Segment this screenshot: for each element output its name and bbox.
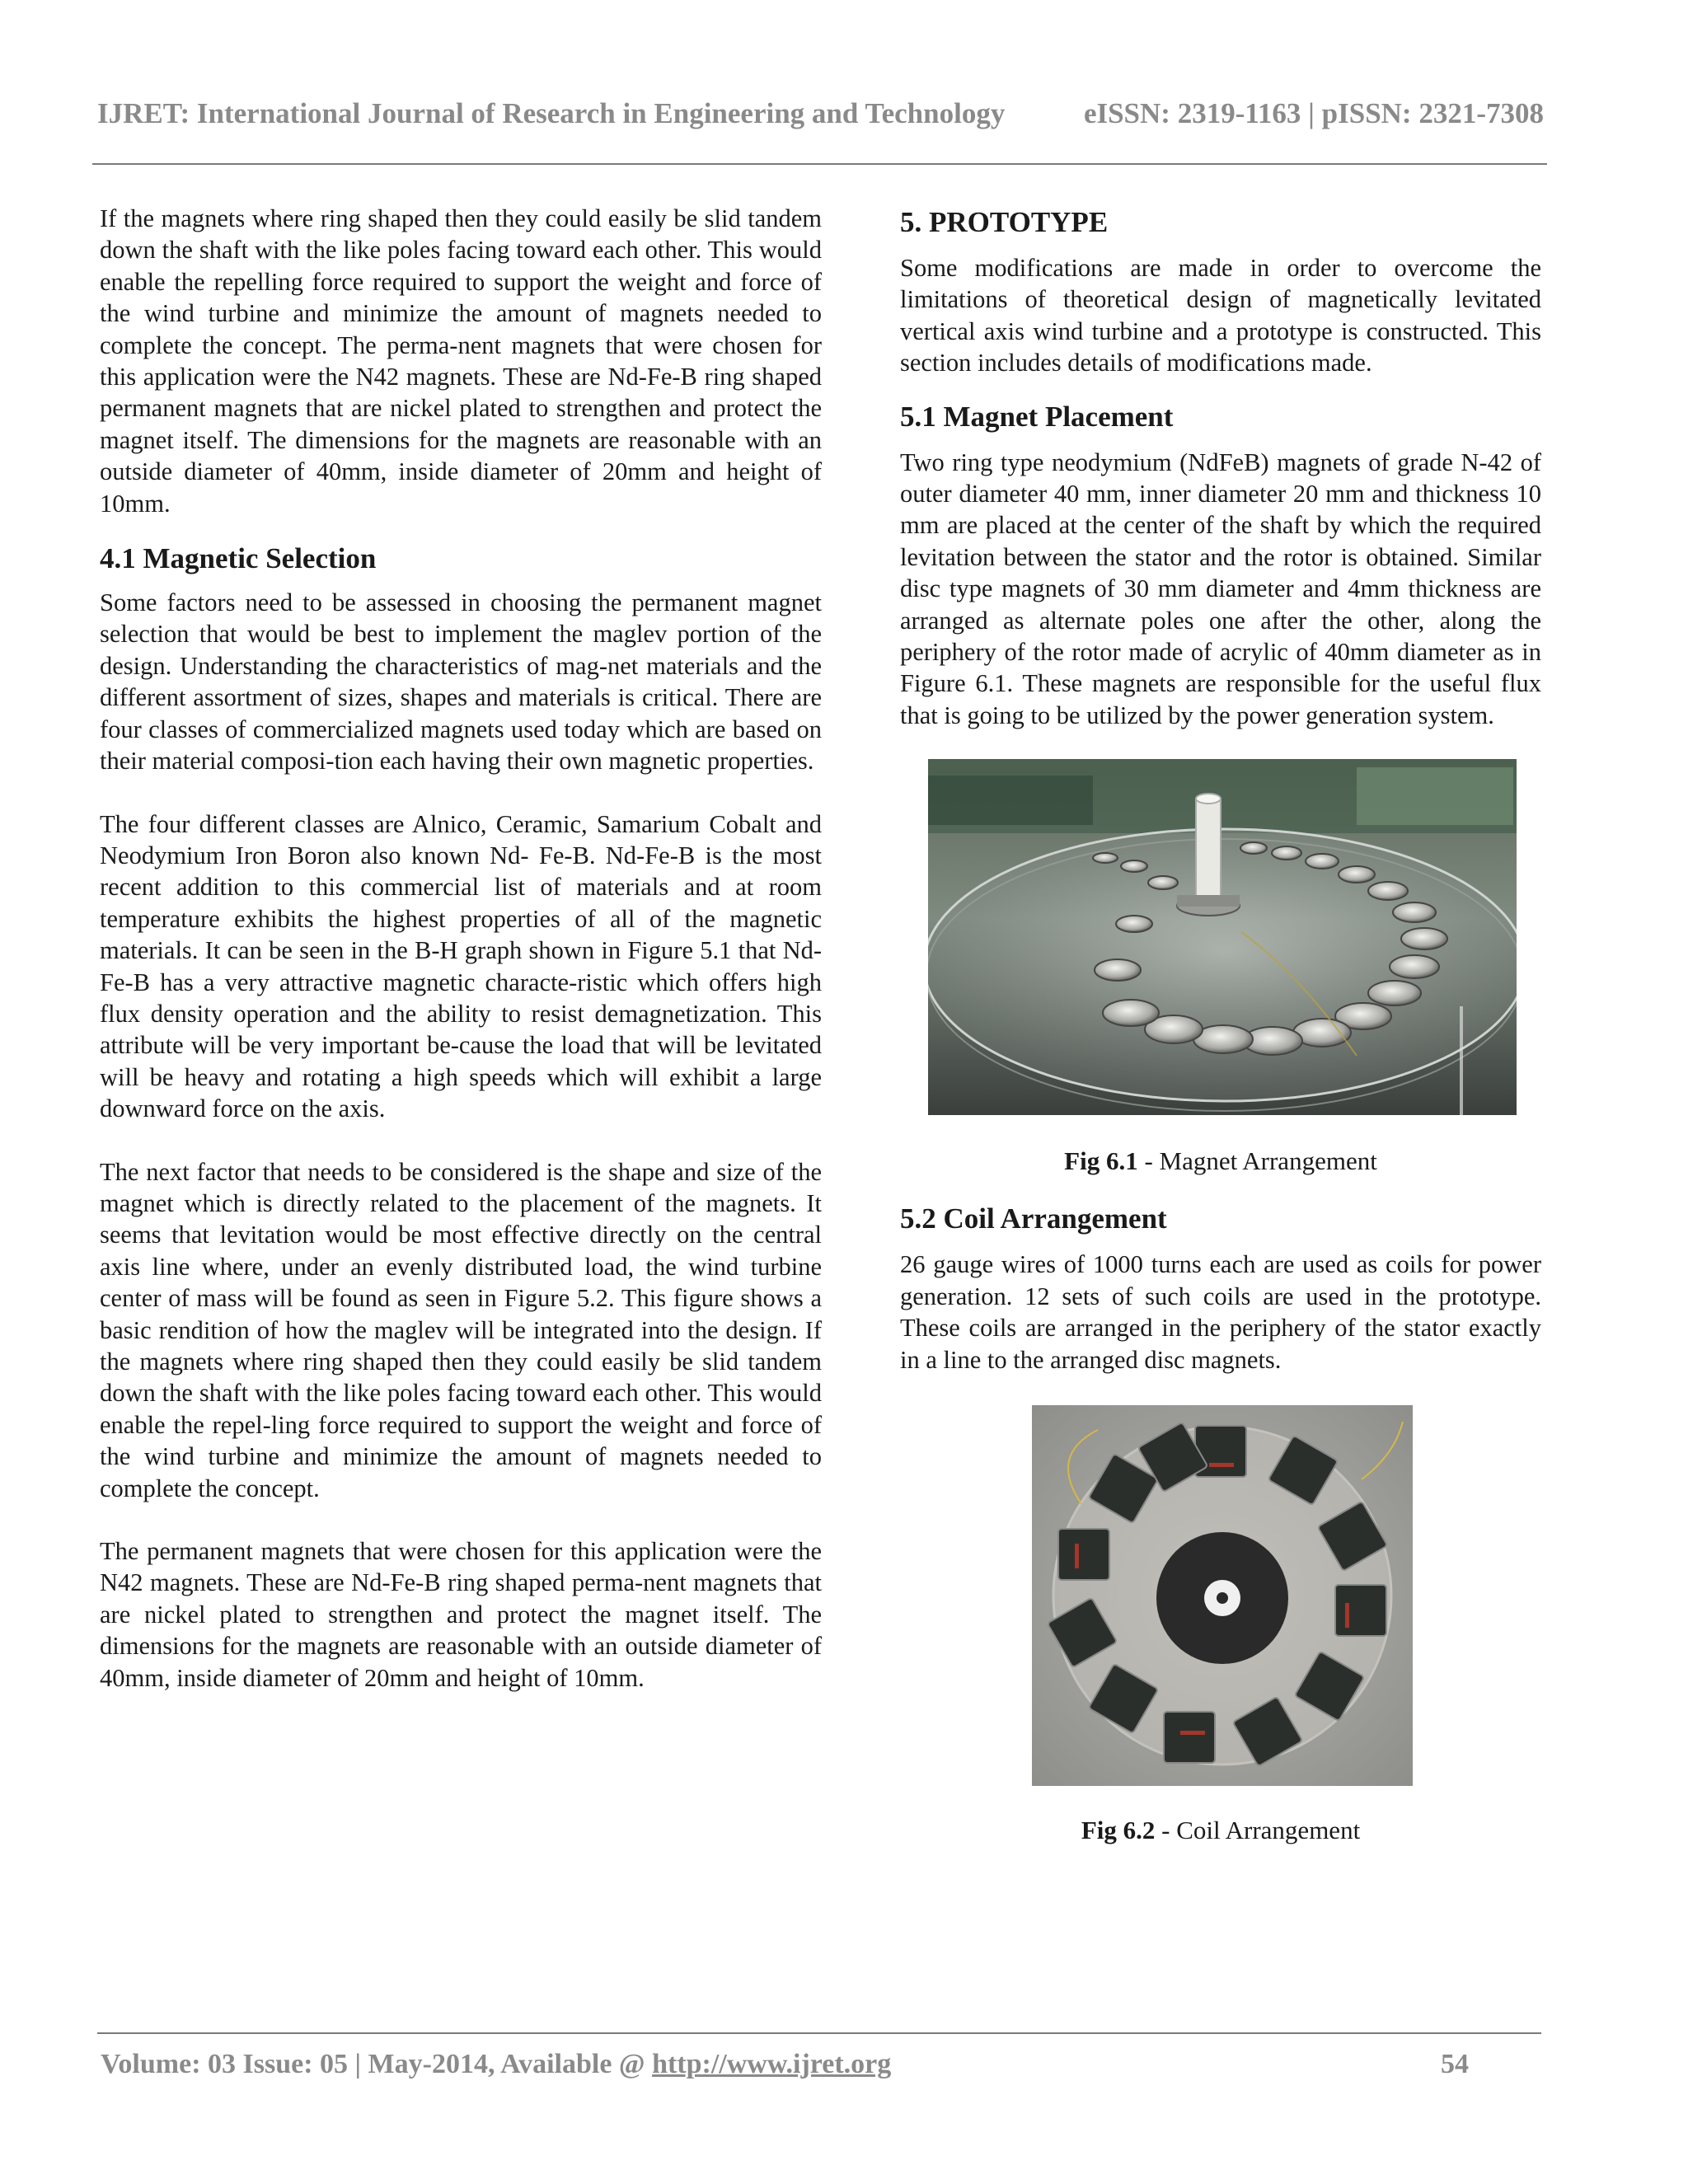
paragraph: Some factors need to be assessed in choosing the permanent magnet selection that would be best to implement the maglev portion of the design. Understanding the characteristics of mag-net materials and the different assortment of sizes, shapes and materials is critical. There are four classes of commercialized magnets used today which are based on their material composi-tion each having their own magnetic properties.: [100, 588, 822, 776]
left-column: [100, 203, 822, 1694]
caption-text: - Magnet Arrangement: [1137, 1146, 1377, 1176]
footer-rule: [97, 2032, 1541, 2034]
caption-label: Fig 6.2: [1081, 1815, 1156, 1844]
section-heading-5-1: 5.1 Magnet Placement: [900, 400, 1174, 433]
paragraph: The four different classes are Alnico, Ceramic, Samarium Cobalt and Neodymium Iron Boron also known Nd- Fe-B. Nd-Fe-B is the most recent addition to this commercial list of materials and at room temperature exhibits the highest properties of all of the magnetic materials. It can be seen in the B-H graph shown in Figure 5.1 that Nd-Fe-B has a very attractive magnetic characte-ristic which offers high flux density operation and the ability to resist demagnetization. This attribute will be very important be-cause the load that will be levitated will be heavy and rotating a high speeds which will exhibit a large downward force on the axis.: [100, 809, 822, 1123]
journal-url-link[interactable]: http://www.ijret.org: [652, 2049, 892, 2079]
volume-info: Volume: 03 Issue: 05 | May-2014, Available @: [101, 2049, 653, 2079]
issn: eISSN: 2319-1163 | pISSN: 2321-7308: [1083, 97, 1544, 129]
page-number: 54: [1441, 2049, 1469, 2079]
section-heading-4-1: 4.1 Magnetic Selection: [100, 542, 377, 575]
journal-title: IJRET: International Journal of Research in Engineering and Technology: [97, 97, 1006, 129]
magnet-arrangement-photo: [928, 759, 1517, 1115]
section-heading-5-2: 5.2 Coil Arrangement: [900, 1202, 1167, 1235]
footer-citation: [101, 2049, 891, 2080]
paragraph: 26 gauge wires of 1000 turns each are used as coils for power generation. 12 sets of such coils are used in the prototype. These coils are arranged in the periphery of the stator exactly in a line to the arranged disc magnets.: [900, 1250, 1541, 1374]
figure-caption-6-1: [900, 1145, 1541, 1178]
running-header: [97, 97, 1544, 130]
running-footer: [101, 2049, 1469, 2080]
section-heading-5: 5. PROTOTYPE: [900, 206, 1109, 238]
figure-caption-6-2: [900, 1814, 1541, 1847]
header-rule: [92, 163, 1547, 165]
paragraph: Two ring type neodymium (NdFeB) magnets of grade N-42 of outer diameter 40 mm, inner diameter 20 mm and thickness 10 mm are placed at the center of the shaft by which the required levitation between the stator and the rotor is obtained. Similar disc type magnets of 30 mm diameter and 4mm thickness are arranged as alternate poles one after the other, along the periphery of the rotor made of acrylic of 40mm diameter as in Figure 6.1. These magnets are responsible for the useful flux that is going to be utilized by the power generation system.: [900, 448, 1541, 729]
paragraph: If the magnets where ring shaped then they could easily be slid tandem down the shaft with the like poles facing toward each other. This would enable the repelling force required to support the weight and force of the wind turbine and minimize the amount of magnets needed to complete the concept. The perma-nent magnets that were chosen for this application were the N42 magnets. These are Nd-Fe-B ring shaped permanent magnets that are nickel plated to strengthen and protect the magnet itself. The dimensions for the magnets are reasonable with an outside diameter of 40mm, inside diameter of 20mm and height of 10mm.: [100, 204, 822, 518]
paragraph: The permanent magnets that were chosen for this application were the N42 magnets. These are Nd-Fe-B ring shaped perma-nent magnets that are nickel plated to strengthen and protect the magnet itself. The dimensions for the magnets are reasonable with an outside diameter of 40mm, inside diameter of 20mm and height of 10mm.: [100, 1537, 822, 1692]
caption-label: Fig 6.1: [1064, 1146, 1138, 1176]
caption-text: - Coil Arrangement: [1155, 1815, 1361, 1844]
coil-arrangement-photo: [1032, 1405, 1413, 1786]
paragraph: The next factor that needs to be considered is the shape and size of the magnet which is directly related to the placement of the magnets. It seems that levitation would be most effective directly on the central axis line where, under an evenly distributed load, the wind turbine center of mass will be found as seen in Figure 5.2. This figure shows a basic rendition of how the maglev will be integrated into the design. If the magnets where ring shaped then they could easily be slid tandem down the shaft with the like poles facing toward each other. This would enable the repel-ling force required to support the weight and force of the wind turbine and minimize the amount of magnets needed to complete the concept.: [100, 1157, 822, 1502]
right-column: [900, 204, 1541, 1847]
paragraph: Some modifications are made in order to overcome the limitations of theoretical design of magnetically levitated vertical axis wind turbine and a prototype is constructed. This section includes details of modifications made.: [900, 254, 1541, 377]
